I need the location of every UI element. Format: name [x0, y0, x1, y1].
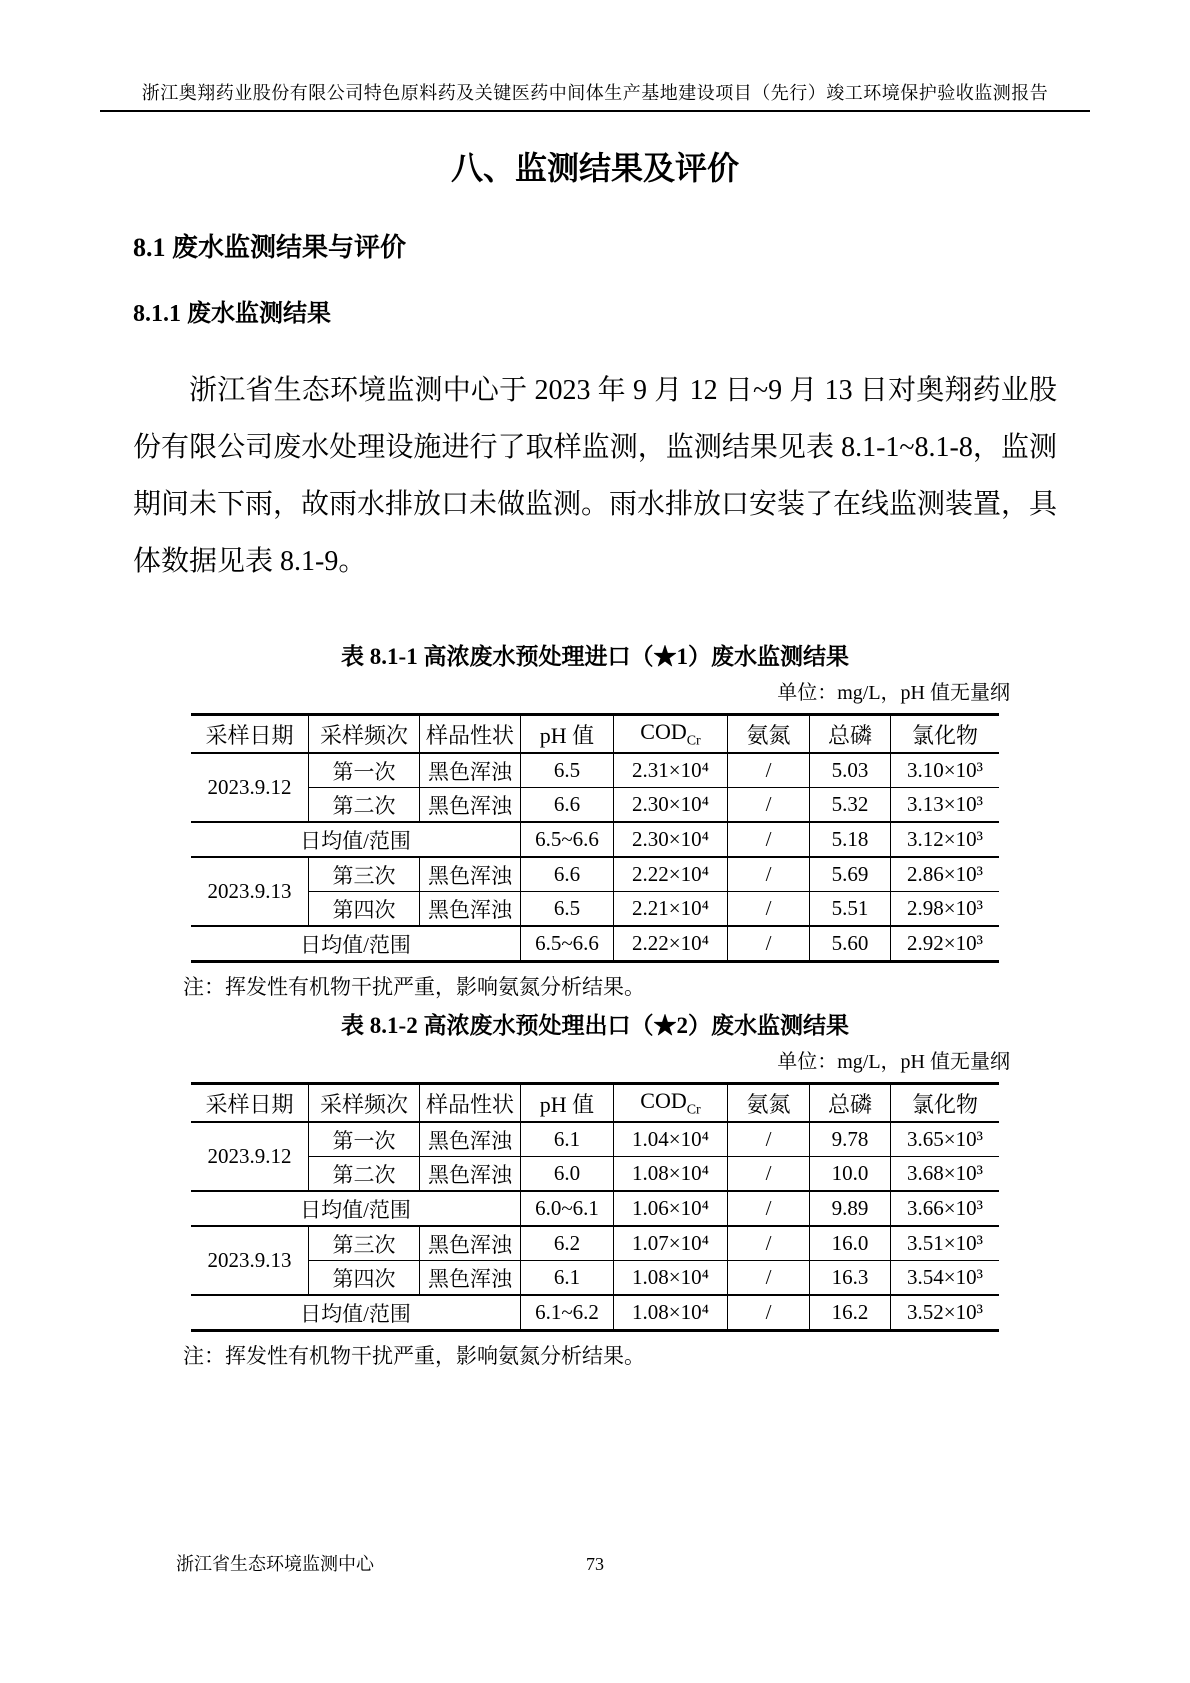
phosphorus-cell: 9.78: [810, 1122, 891, 1157]
sample-row: [191, 1226, 999, 1261]
col-header: $COD_{Cr}$: [614, 715, 728, 754]
col-header-subscript: Cr: [686, 733, 701, 749]
document-header: 浙江奥翔药业股份有限公司特色原料药及关键医药中间体生产基地建设项目（先行）竣工环境保护验收监测报告: [141, 83, 1049, 103]
ammonia-cell: /: [728, 857, 810, 892]
frequency-cell: 第二次: [309, 788, 420, 823]
monitoring-table-inlet: [191, 713, 999, 963]
phosphorus-cell: 10.0: [810, 1157, 891, 1192]
sample-row: [191, 892, 999, 927]
col-header: 氯化物: [891, 1084, 1000, 1123]
date-cell: 2023.9.12: [191, 753, 309, 822]
ammonia-cell: /: [728, 788, 810, 823]
chloride-cell: 2.86×10³: [891, 857, 1000, 892]
cod-cell: 1.07×10⁴: [614, 1226, 728, 1261]
appearance-cell: 黑色浑浊: [420, 892, 521, 927]
frequency-cell: 第二次: [309, 1157, 420, 1192]
sample-row: [191, 1261, 999, 1296]
col-header: 采样频次: [309, 1084, 420, 1123]
appearance-cell: 黑色浑浊: [420, 753, 521, 788]
body-paragraph: 浙江省生态环境监测中心于 2023 年 9 月 12 日~9 月 13 日对奥翔药业股份有限公司废水处理设施进行了取样监测，监测结果见表 8.1-1~8.1-8，监测期间未下雨，故雨水排放口未做监测。雨水排放口安装了在线监测装置，具体数据见表 8.1-9。: [133, 375, 1058, 577]
phosphorus-cell: 5.60: [810, 926, 891, 962]
cod-cell: 2.30×10⁴: [614, 788, 728, 823]
ph-cell: 6.1~6.2: [521, 1295, 614, 1331]
ammonia-cell: /: [728, 822, 810, 857]
phosphorus-cell: 9.89: [810, 1191, 891, 1226]
ammonia-cell: /: [728, 926, 810, 962]
daily-label-cell: 日均值/范围: [191, 1191, 521, 1226]
daily-average-row: [191, 926, 999, 962]
col-header: 采样日期: [191, 715, 309, 754]
appearance-cell: 黑色浑浊: [420, 857, 521, 892]
section-heading: 8.1 废水监测结果与评价: [133, 233, 407, 262]
chapter-title: 八、监测结果及评价: [450, 150, 739, 186]
phosphorus-cell: 16.2: [810, 1295, 891, 1331]
date-cell: 2023.9.13: [191, 1226, 309, 1295]
chloride-cell: 2.98×10³: [891, 892, 1000, 927]
cod-cell: 2.22×10⁴: [614, 857, 728, 892]
col-header: 样品性状: [420, 1084, 521, 1123]
footer-organization: 浙江省生态环境监测中心: [176, 1554, 374, 1574]
ph-cell: 6.1: [521, 1122, 614, 1157]
phosphorus-cell: 16.0: [810, 1226, 891, 1261]
chloride-cell: 3.68×10³: [891, 1157, 1000, 1192]
cod-cell: 2.21×10⁴: [614, 892, 728, 927]
frequency-cell: 第三次: [309, 1226, 420, 1261]
col-header: 总磷: [810, 715, 891, 754]
frequency-cell: 第四次: [309, 1261, 420, 1296]
table-section-1: [180, 642, 1010, 1001]
chloride-cell: 3.66×10³: [891, 1191, 1000, 1226]
table-section-2: [180, 1011, 1010, 1370]
ammonia-cell: /: [728, 1191, 810, 1226]
ammonia-cell: /: [728, 753, 810, 788]
table-note: 注：挥发性有机物干扰严重，影响氨氮分析结果。: [183, 975, 645, 999]
header-row: [191, 715, 999, 754]
cod-cell: 2.22×10⁴: [614, 926, 728, 962]
col-header: $COD_{Cr}$: [614, 1084, 728, 1123]
ph-cell: 6.6: [521, 857, 614, 892]
ammonia-cell: /: [728, 1295, 810, 1331]
footer-page-number: 73: [586, 1554, 604, 1574]
ph-cell: 6.5: [521, 753, 614, 788]
chloride-cell: 3.65×10³: [891, 1122, 1000, 1157]
ammonia-cell: /: [728, 1157, 810, 1192]
daily-label-cell: 日均值/范围: [191, 926, 521, 962]
ph-cell: 6.2: [521, 1226, 614, 1261]
date-cell: 2023.9.12: [191, 1122, 309, 1191]
phosphorus-cell: 5.18: [810, 822, 891, 857]
col-header: 氨氮: [728, 715, 810, 754]
cod-cell: 1.08×10⁴: [614, 1157, 728, 1192]
cod-cell: 1.06×10⁴: [614, 1191, 728, 1226]
ammonia-cell: /: [728, 1261, 810, 1296]
daily-average-row: [191, 822, 999, 857]
appearance-cell: 黑色浑浊: [420, 1226, 521, 1261]
cod-cell: 2.31×10⁴: [614, 753, 728, 788]
sample-row: [191, 857, 999, 892]
col-header: pH 值: [521, 1084, 614, 1123]
unit-note: 单位：mg/L，pH 值无量纲: [777, 682, 1010, 704]
appearance-cell: 黑色浑浊: [420, 1122, 521, 1157]
col-header: 氨氮: [728, 1084, 810, 1123]
phosphorus-cell: 5.69: [810, 857, 891, 892]
chloride-cell: 3.52×10³: [891, 1295, 1000, 1331]
table-caption: 表 8.1-2 高浓废水预处理出口（★2）废水监测结果: [341, 1013, 849, 1038]
appearance-cell: 黑色浑浊: [420, 788, 521, 823]
chloride-cell: 3.13×10³: [891, 788, 1000, 823]
col-header: 样品性状: [420, 715, 521, 754]
header-row: [191, 1084, 999, 1123]
daily-average-row: [191, 1191, 999, 1226]
chloride-cell: 3.10×10³: [891, 753, 1000, 788]
daily-label-cell: 日均值/范围: [191, 822, 521, 857]
ammonia-cell: /: [728, 892, 810, 927]
frequency-cell: 第一次: [309, 753, 420, 788]
phosphorus-cell: 5.03: [810, 753, 891, 788]
phosphorus-cell: 16.3: [810, 1261, 891, 1296]
phosphorus-cell: 5.32: [810, 788, 891, 823]
ph-cell: 6.0: [521, 1157, 614, 1192]
col-header: 总磷: [810, 1084, 891, 1123]
sample-row: [191, 1157, 999, 1192]
cod-cell: 1.08×10⁴: [614, 1295, 728, 1331]
cod-cell: 2.30×10⁴: [614, 822, 728, 857]
col-header: 氯化物: [891, 715, 1000, 754]
col-header: pH 值: [521, 715, 614, 754]
subsection-heading: 8.1.1 废水监测结果: [133, 301, 331, 327]
ph-cell: 6.0~6.1: [521, 1191, 614, 1226]
ph-cell: 6.5: [521, 892, 614, 927]
appearance-cell: 黑色浑浊: [420, 1157, 521, 1192]
col-header-subscript: Cr: [686, 1102, 701, 1118]
daily-label-cell: 日均值/范围: [191, 1295, 521, 1331]
cod-cell: 1.04×10⁴: [614, 1122, 728, 1157]
chloride-cell: 2.92×10³: [891, 926, 1000, 962]
sample-row: [191, 788, 999, 823]
table-caption: 表 8.1-1 高浓废水预处理进口（★1）废水监测结果: [341, 644, 849, 669]
ph-cell: 6.6: [521, 788, 614, 823]
ph-cell: 6.5~6.6: [521, 822, 614, 857]
col-header: 采样频次: [309, 715, 420, 754]
sample-row: [191, 753, 999, 788]
ph-cell: 6.1: [521, 1261, 614, 1296]
frequency-cell: 第三次: [309, 857, 420, 892]
chloride-cell: 3.12×10³: [891, 822, 1000, 857]
phosphorus-cell: 5.51: [810, 892, 891, 927]
table-note: 注：挥发性有机物干扰严重，影响氨氮分析结果。: [183, 1344, 645, 1368]
ammonia-cell: /: [728, 1122, 810, 1157]
chloride-cell: 3.51×10³: [891, 1226, 1000, 1261]
content-column: [133, 0, 1057, 1370]
ammonia-cell: /: [728, 1226, 810, 1261]
ph-cell: 6.5~6.6: [521, 926, 614, 962]
sample-row: [191, 1122, 999, 1157]
monitoring-table-outlet: [191, 1082, 999, 1332]
frequency-cell: 第四次: [309, 892, 420, 927]
unit-note: 单位：mg/L，pH 值无量纲: [777, 1051, 1010, 1073]
cod-cell: 1.08×10⁴: [614, 1261, 728, 1296]
appearance-cell: 黑色浑浊: [420, 1261, 521, 1296]
date-cell: 2023.9.13: [191, 857, 309, 926]
chloride-cell: 3.54×10³: [891, 1261, 1000, 1296]
col-header: 采样日期: [191, 1084, 309, 1123]
daily-average-row: [191, 1295, 999, 1331]
frequency-cell: 第一次: [309, 1122, 420, 1157]
